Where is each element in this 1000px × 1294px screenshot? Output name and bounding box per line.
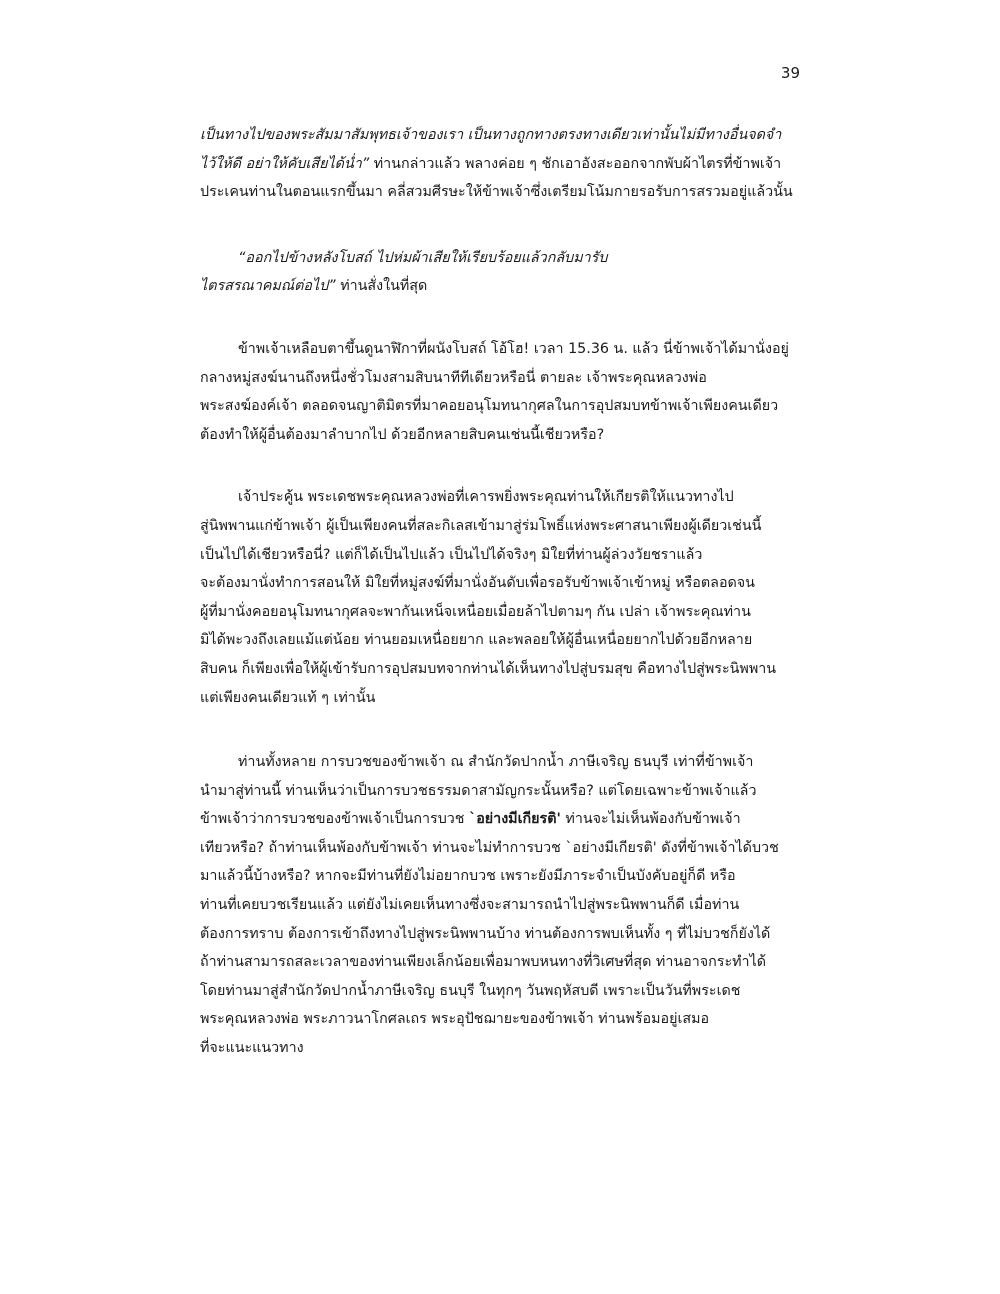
paragraph-line <box>200 150 800 179</box>
paragraph-4 <box>200 483 800 712</box>
paragraph-line <box>200 272 800 301</box>
paragraph-spacer <box>200 449 800 483</box>
paragraph-1 <box>200 121 800 207</box>
paragraph-spacer <box>200 207 800 244</box>
quoted-speech: ไว้ให้ดี อย่าให้คับเสียได้น่ำ” <box>200 155 370 172</box>
paragraph-line: ท่านทั้งหลาย การบวชของข้าพเจ้า ณ สำนักวัดปากน้ำ ภาษีเจริญ ธนบุรี เท่าที่ข้าพเจ้า <box>238 754 754 771</box>
paragraph-line: เป็นทางไปของพระสัมมาสัมพุทธเจ้าของเรา เป็นทางถูกทางตรงทางเดียวเท่านั้นไม่มีทางอื่นจดจำ <box>200 127 782 143</box>
paragraph-line: เทียวหรือ? ถ้าท่านเห็นพ้องกับข้าพเจ้า ท่านจะไม่ทำการบวช `อย่างมีเกียรติ' ดังที่ข้าพเจ้าได้บวช <box>200 839 779 856</box>
paragraph-line: โดยท่านมาสู่สำนักวัดปากน้ำภาษีเจริญ ธนบุรี ในทุกๆ วันพฤหัสบดี เพราะเป็นวันที่พระเดช <box>200 982 741 999</box>
paragraph-line: ถ้าท่านสามารถสละเวลาของท่านเพียงเล็กน้อยเพื่อมาพบหนทางที่วิเศษที่สุด ท่านอาจกระทำได้ <box>200 954 767 971</box>
paragraph-line: มิได้พะวงถึงเลยแม้แต่น้อย ท่านยอมเหนื่อยยาก และพลอยให้ผู้อื่นเหนื่อยยากไปด้วยอีกหลาย <box>200 632 753 649</box>
document-body <box>200 121 800 1063</box>
paragraph-3 <box>200 335 800 449</box>
paragraph-line: เจ้าประคู้น พระเดชพระคุณหลวงพ่อที่เคารพยิ่งพระคุณท่านให้เกียรติให้แนวทางไป <box>238 489 734 506</box>
paragraph-2 <box>200 244 800 301</box>
paragraph-line: ต้องทำให้ผู้อื่นต้องมาลำบากไป ด้วยอีกหลายสิบคนเช่นนี้เชียวหรือ? <box>200 426 605 443</box>
paragraph-line: สู่นิพพานแก่ข้าพเจ้า ผู้เป็นเพียงคนที่สละกิเลสเข้ามาสู่ร่มโพธิ์แห่งพระศาสนาเพียงผู้เดียวเช่นนี้ <box>200 517 762 534</box>
narration-text: ท่านกล่าวแล้ว พลางค่อย ๆ ชักเอาอังสะออกจากพับผ้าไตรที่ข้าพเจ้า <box>369 155 782 172</box>
page-number: 39 <box>780 64 800 82</box>
paragraph-spacer <box>200 301 800 335</box>
paragraph-line: ข้าพเจ้าเหลือบตาขึ้นดูนาฬิกาที่ผนังโบสถ์ โอ้โฮ! เวลา 15.36 น. แล้ว นี่ข้าพเจ้าได้มานั่งอยู่ <box>238 340 789 357</box>
paragraph-line <box>200 805 800 834</box>
narration-text: ท่านจะไม่เห็นพ้องกับข้าพเจ้า <box>560 811 741 828</box>
paragraph-line: ที่จะแนะแนวทาง <box>200 1040 304 1057</box>
paragraph-line: ประเคนท่านในตอนแรกขึ้นมา คลี่สวมศีรษะให้ข้าพเจ้าซึ่งเตรียมโน้มกายรอรับการสรวมอยู่แล้วนั้น <box>200 184 793 201</box>
quoted-speech: “ออกไปข้างหลังโบสถ์ ไปห่มผ้าเสียให้เรียบร้อยแล้วกลับมารับ <box>238 249 608 266</box>
paragraph-line: กลางหมู่สงฆ์นานถึงหนึ่งชั่วโมงสามสิบนาทีทีเดียวหรือนี่ ตายละ เจ้าพระคุณหลวงพ่อ <box>200 369 707 386</box>
paragraph-5 <box>200 748 800 1063</box>
paragraph-line: ต้องการทราบ ต้องการเข้าถึงทางไปสู่พระนิพพานบ้าง ท่านต้องการพบเห็นทั้ง ๆ ที่ไม่บวชก็ยังได้ <box>200 925 771 942</box>
quoted-speech: ไตรสรณาคมณ์ต่อไป” <box>200 278 336 295</box>
narration-text: ข้าพเจ้าว่าการบวชของข้าพเจ้าเป็นการบวช <box>200 811 470 828</box>
paragraph-line: ผู้ที่มานั่งคอยอนุโมทนากุศลจะพากันเหน็จเหนื่อยเมื่อยล้าไปตามๆ กัน เปล่า เจ้าพระคุณท่าน <box>200 603 751 620</box>
paragraph-line: สิบคน ก็เพียงเพื่อให้ผู้เข้ารับการอุปสมบทจากท่านได้เห็นทางไปสู่บรมสุข คือทางไปสู่พระนิพพาน <box>200 660 777 677</box>
emphasized-text: `อย่างมีเกียรติ' <box>469 811 561 828</box>
paragraph-line: จะต้องมานั่งทำการสอนให้ มิใยที่หมู่สงฆ์ที่มานั่งอันดับเพื่อรอรับข้าพเจ้าเข้าหมู่ หรือตลอดจน <box>200 575 755 592</box>
paragraph-line: นำมาสู่ท่านนี้ ท่านเห็นว่าเป็นการบวชธรรมดาสามัญกระนั้นหรือ? แต่โดยเฉพาะข้าพเจ้าแล้ว <box>200 782 757 799</box>
paragraph-line: มาแล้วนี้บ้างหรือ? หากจะมีท่านที่ยังไม่อยากบวช เพราะยังมีภาระจำเป็นบังคับอยู่ก็ดี หรือ <box>200 868 736 885</box>
paragraph-line: พระสงฆ์องค์เจ้า ตลอดจนญาติมิตรที่มาคอยอนุโมทนากุศลในการอุปสมบทข้าพเจ้าเพียงคนเดียว <box>200 398 779 415</box>
paragraph-line: เป็นไปได้เชียวหรือนี่? แต่ก็ได้เป็นไปแล้ว เป็นไปได้จริงๆ มิใยที่ท่านผู้ล่วงวัยชราแล้ว <box>200 546 703 563</box>
paragraph-line: พระคุณหลวงพ่อ พระภาวนาโกศลเถร พระอุปัชฌายะของข้าพเจ้า ท่านพร้อมอยู่เสมอ <box>200 1011 710 1028</box>
paragraph-line: แต่เพียงคนเดียวแท้ ๆ เท่านั้น <box>200 689 376 706</box>
paragraph-spacer <box>200 712 800 748</box>
paragraph-line: ท่านที่เคยบวชเรียนแล้ว แต่ยังไม่เคยเห็นทางซึ่งจะสามารถนำไปสู่พระนิพพานก็ดี เมื่อท่าน <box>200 897 740 914</box>
narration-text: ท่านสั่งในที่สุด <box>335 278 428 295</box>
